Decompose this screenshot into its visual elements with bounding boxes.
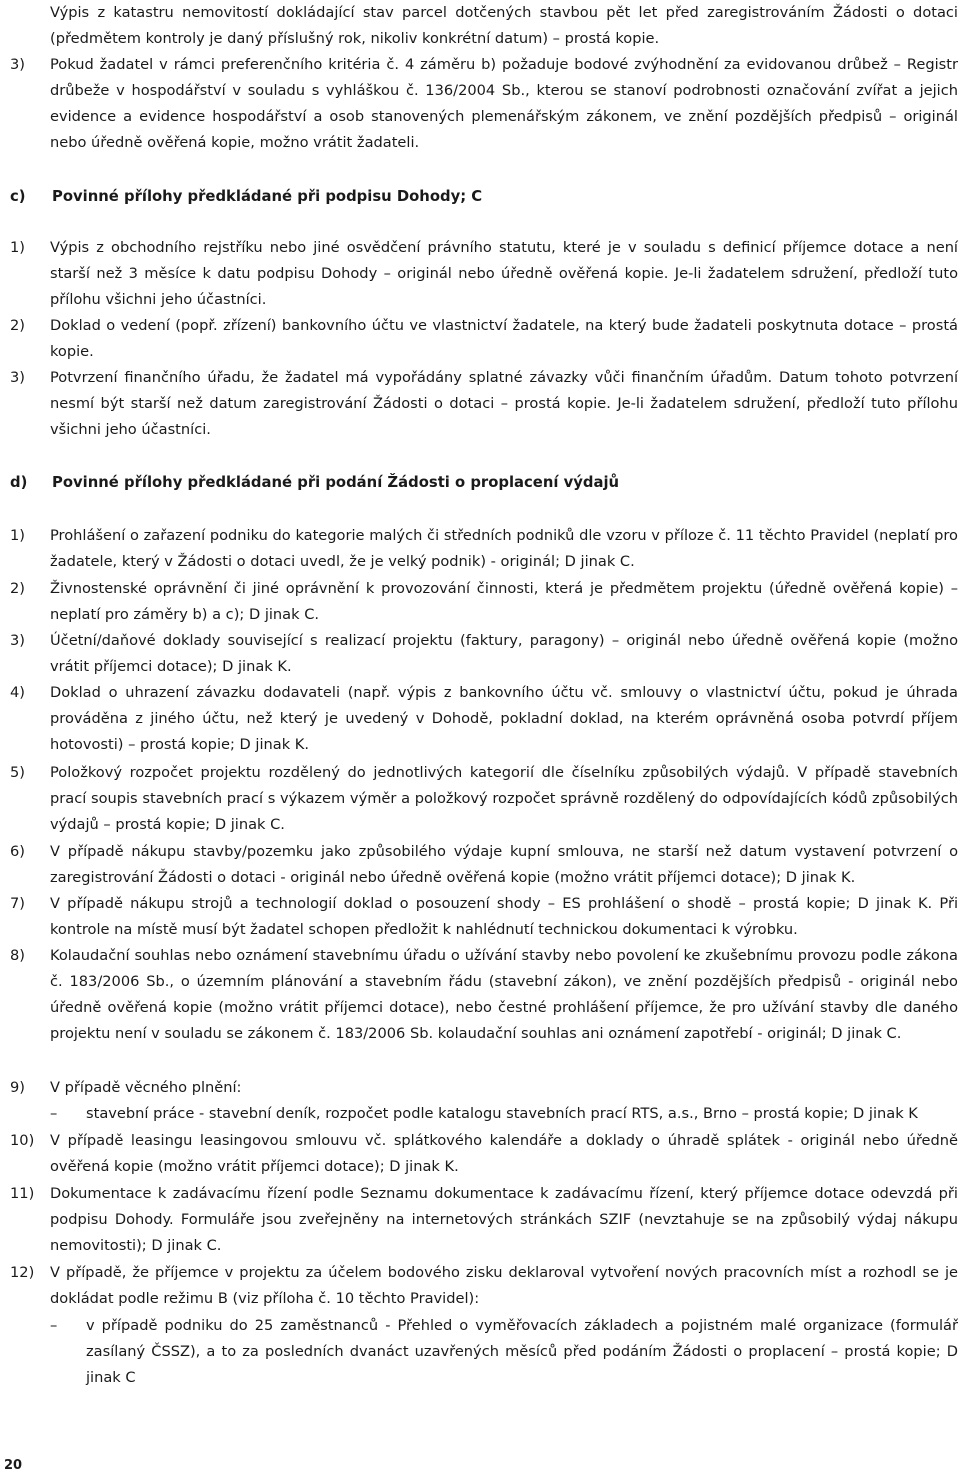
intro-text: Výpis z katastru nemovitostí dokládající stav parcel dotčených stavbou pět let před zaregistrováním Žádosti o dotaci (předmětem kontroly je daný příslušný rok, nikoliv konkrétní datum) – prostá kopie. xyxy=(50,4,958,47)
dash-text: stavební práce - stavební deník, rozpočet podle katalogu stavebních prací RTS, a.s., Brno – prostá kopie; D jinak K xyxy=(86,1105,918,1122)
list-item xyxy=(10,839,958,891)
item-number: 1) xyxy=(10,527,25,544)
dash-item xyxy=(50,1313,958,1391)
section-letter: d) xyxy=(10,474,28,491)
item-text: Doklad o vedení (popř. zřízení) bankovního účtu ve vlastnictví žadatele, na který bude žadateli poskytnuta dotace – prostá kopie. xyxy=(50,317,958,360)
item-text: Pokud žadatel v rámci preferenčního kritéria č. 4 záměru b) požaduje bodové zvýhodnění za evidovanou drůbež – Registr drůbeže v hospodářství v souladu s vyhláškou č. 136/2004 Sb., kterou se stanoví podrobnosti označování zvířat a jejich evidence a evidence hospodářství a osob stanovených plemenářským zákonem, ve znění pozdějších předpisů – originál nebo úředně ověřená kopie, možno vrátit žadateli. xyxy=(50,56,958,151)
list-item xyxy=(10,576,958,628)
item-number: 4) xyxy=(10,684,25,701)
item-number: 6) xyxy=(10,843,25,860)
item-number: 9) xyxy=(10,1079,25,1096)
list-item xyxy=(10,52,958,156)
item-text: Výpis z obchodního rejstříku nebo jiné osvědčení právního statutu, které je v souladu s definicí příjemce dotace a není starší než 3 měsíce k datu podpisu Dohody – originál nebo úředně ověřená kopie. Je-li žadatelem sdružení, předloží tuto přílohu všichni jeho účastníci. xyxy=(50,239,958,308)
page-number: 20 xyxy=(4,1458,23,1473)
item-number: 7) xyxy=(10,895,25,912)
list-item xyxy=(10,943,958,1047)
item-text: V případě nákupu strojů a technologií doklad o posouzení shody – ES prohlášení o shodě – prostá kopie; D jinak K. Při kontrole na místě musí být žadatel schopen předložit k nahlédnutí technickou dokumentaci k výrobku. xyxy=(50,895,958,938)
section-letter: c) xyxy=(10,188,26,205)
item-number: 3) xyxy=(10,632,25,649)
list-item xyxy=(10,1260,958,1312)
item-text: Prohlášení o zařazení podniku do kategorie malých či středních podniků dle vzoru v příloze č. 11 těchto Pravidel (neplatí pro žadatele, který v Žádosti o dotaci uvedl, že je velký podnik) - originál; D jinak C. xyxy=(50,527,958,570)
item-number: 2) xyxy=(10,317,25,334)
item-text: V případě, že příjemce v projektu za účelem bodového zisku deklaroval vytvoření nových pracovních míst a rozhodl se je dokládat podle režimu B (viz příloha č. 10 těchto Pravidel): xyxy=(50,1264,958,1307)
item-text: Položkový rozpočet projektu rozdělený do jednotlivých kategorií dle číselníku způsobilých výdajů. V případě stavebních prací soupis stavebních prací s výkazem výměr a položkový rozpočet správně rozdělený do odpovídajících kódů způsobilých výdajů – prostá kopie; D jinak C. xyxy=(50,764,958,833)
item-number: 1) xyxy=(10,239,25,256)
item-text: Dokumentace k zadávacímu řízení podle Seznamu dokumentace k zadávacímu řízení, který příjemce dotace odevzdá při podpisu Dohody. Formuláře jsou zveřejněny na internetových stránkách SZIF (nevztahuje se na způsobilý výdaj nákupu nemovitosti); D jinak C. xyxy=(50,1185,958,1254)
intro-paragraph xyxy=(50,0,958,52)
section-title: Povinné přílohy předkládané při podání Žádosti o proplacení výdajů xyxy=(52,474,620,491)
list-item xyxy=(10,365,958,443)
list-item xyxy=(10,1075,958,1101)
item-text: Potvrzení finančního úřadu, že žadatel má vypořádány splatné závazky vůči finančním úřadům. Datum tohoto potvrzení nesmí být starší než datum zaregistrování Žádosti o dotaci – prostá kopie. Je-li žadatelem sdružení, předloží tuto přílohu všichni jeho účastníci. xyxy=(50,369,958,438)
dash-item xyxy=(50,1101,958,1127)
item-number: 11) xyxy=(10,1185,35,1202)
list-item xyxy=(10,313,958,365)
dash-text: v případě podniku do 25 zaměstnanců - Přehled o vyměřovacích základech a pojistném malé organizace (formulář zasílaný ČSSZ), a to za posledních dvanáct uzavřených měsíců před podáním Žádosti o proplacení – prostá kopie; D jinak C xyxy=(86,1317,958,1386)
item-text: V případě věcného plnění: xyxy=(50,1079,242,1096)
list-item xyxy=(10,628,958,680)
section-title: Povinné přílohy předkládané při podpisu Dohody; C xyxy=(52,188,483,205)
list-item xyxy=(10,235,958,313)
item-number: 10) xyxy=(10,1132,35,1149)
item-text: Účetní/daňové doklady související s realizací projektu (faktury, paragony) – originál nebo úředně ověřená kopie (možno vrátit příjemci dotace); D jinak K. xyxy=(50,632,958,675)
dash-bullet: – xyxy=(50,1317,58,1334)
item-text: Kolaudační souhlas nebo oznámení stavebnímu úřadu o užívání stavby nebo povolení ke zkušebnímu provozu podle zákona č. 183/2006 Sb., o územním plánování a stavebním řádu (stavební zákon), ve znění pozdějších předpisů - originál nebo úředně ověřená kopie (možno vrátit příjemci dotace), nebo čestné prohlášení příjemce, že pro užívání stavby dle daného projektu není v souladu se zákonem č. 183/2006 Sb. kolaudační souhlas ani oznámení zapotřebí - originál; D jinak C. xyxy=(50,947,958,1042)
item-text: V případě nákupu stavby/pozemku jako způsobilého výdaje kupní smlouva, ne starší než datum vystavení potvrzení o zaregistrování Žádosti o dotaci - originál nebo úředně ověřená kopie (možno vrátit příjemci dotace); D jinak K. xyxy=(50,843,958,886)
item-number: 3) xyxy=(10,369,25,386)
list-item xyxy=(10,1128,958,1180)
list-item xyxy=(10,1181,958,1259)
dash-bullet: – xyxy=(50,1105,58,1122)
item-text: Doklad o uhrazení závazku dodavateli (např. výpis z bankovního účtu vč. smlouvy o vlastnictví účtu, pokud je úhrada prováděna z jiného účtu, než který je uvedený v Dohodě, pokladní doklad, na kterém oprávněná osoba potvrdí příjem hotovosti) – prostá kopie; D jinak K. xyxy=(50,684,958,753)
item-text: V případě leasingu leasingovou smlouvu vč. splátkového kalendáře a doklady o úhradě splátek - originál nebo úředně ověřená kopie (možno vrátit příjemci dotace); D jinak K. xyxy=(50,1132,958,1175)
item-number: 3) xyxy=(10,56,25,73)
list-item xyxy=(10,760,958,838)
list-item xyxy=(10,523,958,575)
list-item xyxy=(10,891,958,943)
item-number: 2) xyxy=(10,580,25,597)
item-number: 5) xyxy=(10,764,25,781)
list-item xyxy=(10,680,958,758)
item-text: Živnostenské oprávnění či jiné oprávnění k provozování činnosti, která je předmětem projektu (úředně ověřená kopie) – neplatí pro záměry b) a c); D jinak C. xyxy=(50,580,958,623)
item-number: 8) xyxy=(10,947,25,964)
item-number: 12) xyxy=(10,1264,35,1281)
